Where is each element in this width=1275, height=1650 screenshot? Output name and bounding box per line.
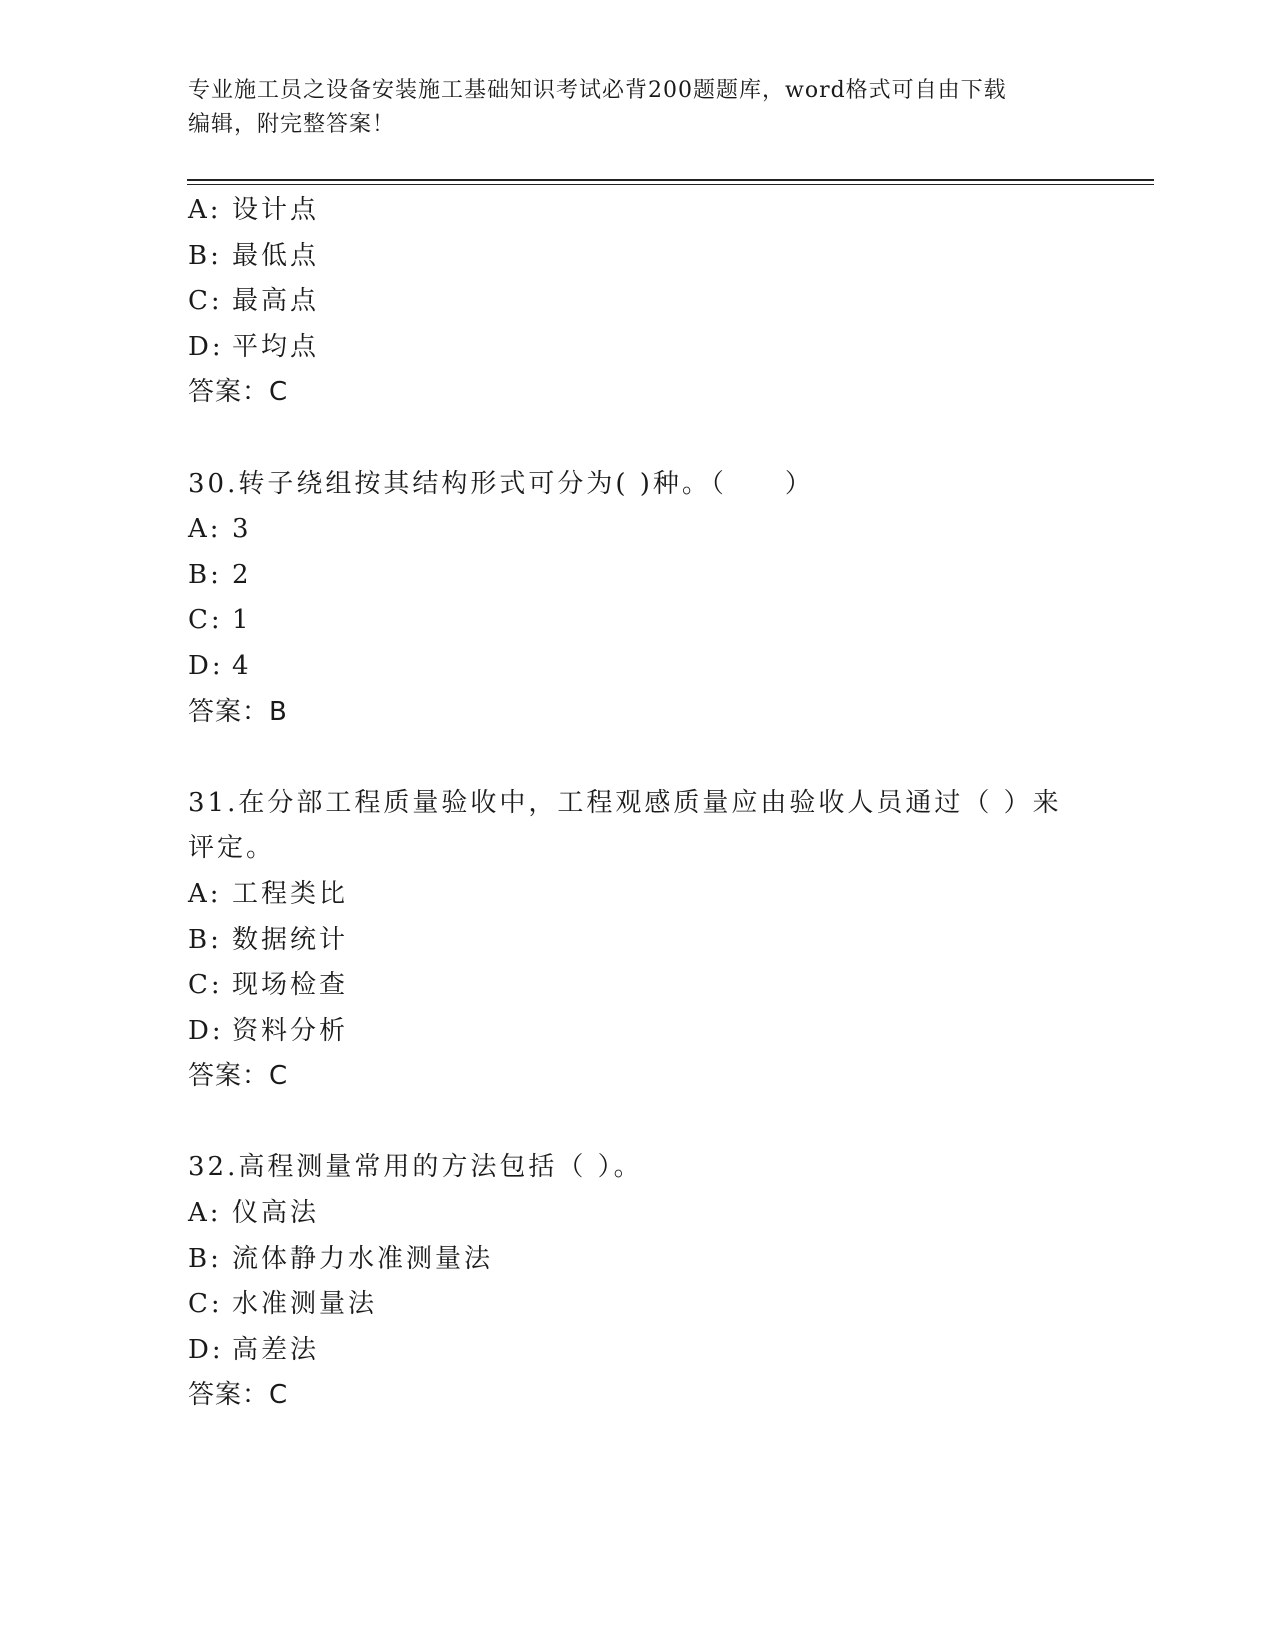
- spacer: [188, 735, 1088, 781]
- option-d: [188, 325, 1088, 371]
- question-31: [188, 781, 1088, 1100]
- option-text: 资料分析: [232, 1015, 349, 1046]
- answer-line: 答案：C: [188, 1061, 289, 1092]
- option-key: B:: [188, 559, 222, 590]
- option-key: D:: [188, 1334, 224, 1365]
- spacer: [188, 1100, 1088, 1146]
- option-text: 最高点: [232, 286, 320, 317]
- option-c: [188, 598, 1088, 644]
- option-d: [188, 1328, 1088, 1374]
- option-text: 4: [232, 650, 252, 681]
- option-b: [188, 234, 1088, 280]
- option-a: [188, 1191, 1088, 1237]
- option-key: B:: [188, 240, 222, 271]
- question-list: [188, 188, 1088, 1419]
- option-text: 最低点: [232, 240, 320, 271]
- option-text: 1: [232, 605, 252, 636]
- header-title-line-2: 编辑，附完整答案！: [188, 112, 396, 137]
- question-30: [188, 462, 1088, 736]
- option-a: [188, 188, 1088, 234]
- option-key: C:: [188, 970, 223, 1001]
- option-a: [188, 872, 1088, 918]
- option-text: 流体静力水准测量法: [232, 1243, 494, 1274]
- option-text: 工程类比: [232, 878, 349, 909]
- option-d: [188, 1009, 1088, 1055]
- option-key: B:: [188, 924, 222, 955]
- option-key: A:: [188, 514, 222, 545]
- option-d: [188, 644, 1088, 690]
- answer-line: 答案：B: [188, 696, 288, 727]
- option-key: C:: [188, 605, 223, 636]
- option-b: [188, 553, 1088, 599]
- option-text: 现场检查: [232, 970, 349, 1001]
- question-stem: 32.高程测量常用的方法包括（ ）。: [188, 1152, 643, 1183]
- answer-line: 答案：C: [188, 377, 289, 408]
- option-key: A:: [188, 195, 222, 225]
- answer-line: 答案：C: [188, 1380, 289, 1411]
- spacer: [188, 416, 1088, 462]
- question-32: [188, 1145, 1088, 1419]
- option-text: 设计点: [232, 195, 320, 225]
- option-text: 高差法: [232, 1334, 320, 1365]
- option-b: [188, 1237, 1088, 1283]
- option-key: A:: [188, 1198, 222, 1229]
- option-text: 数据统计: [232, 924, 349, 955]
- option-text: 水准测量法: [232, 1289, 378, 1320]
- option-key: C:: [188, 286, 223, 317]
- header-divider-thin: [187, 184, 1154, 185]
- question-stem-line-2: 评定。: [188, 833, 276, 864]
- option-key: C:: [188, 1289, 223, 1320]
- option-c: [188, 1282, 1088, 1328]
- option-key: D:: [188, 1015, 224, 1046]
- option-a: [188, 507, 1088, 553]
- option-key: D:: [188, 331, 224, 362]
- option-text: 3: [232, 514, 252, 545]
- question-stem: 30.转子绕组按其结构形式可分为( )种。（ ）: [188, 468, 814, 499]
- option-b: [188, 918, 1088, 964]
- option-c: [188, 279, 1088, 325]
- question-fragment: [188, 188, 1088, 416]
- header-title-line-1: 专业施工员之设备安装施工基础知识考试必背200题题库，word格式可自由下载: [188, 78, 1007, 103]
- question-stem-line-1: 31.在分部工程质量验收中，工程观感质量应由验收人员通过（ ）来: [188, 787, 1062, 818]
- option-key: B:: [188, 1243, 222, 1274]
- option-c: [188, 963, 1088, 1009]
- option-key: D:: [188, 650, 224, 681]
- document-header: [188, 74, 1088, 142]
- option-text: 2: [232, 559, 252, 590]
- option-text: 平均点: [232, 331, 320, 362]
- option-text: 仪高法: [232, 1198, 320, 1229]
- option-key: A:: [188, 878, 222, 909]
- header-divider-thick: [187, 179, 1154, 181]
